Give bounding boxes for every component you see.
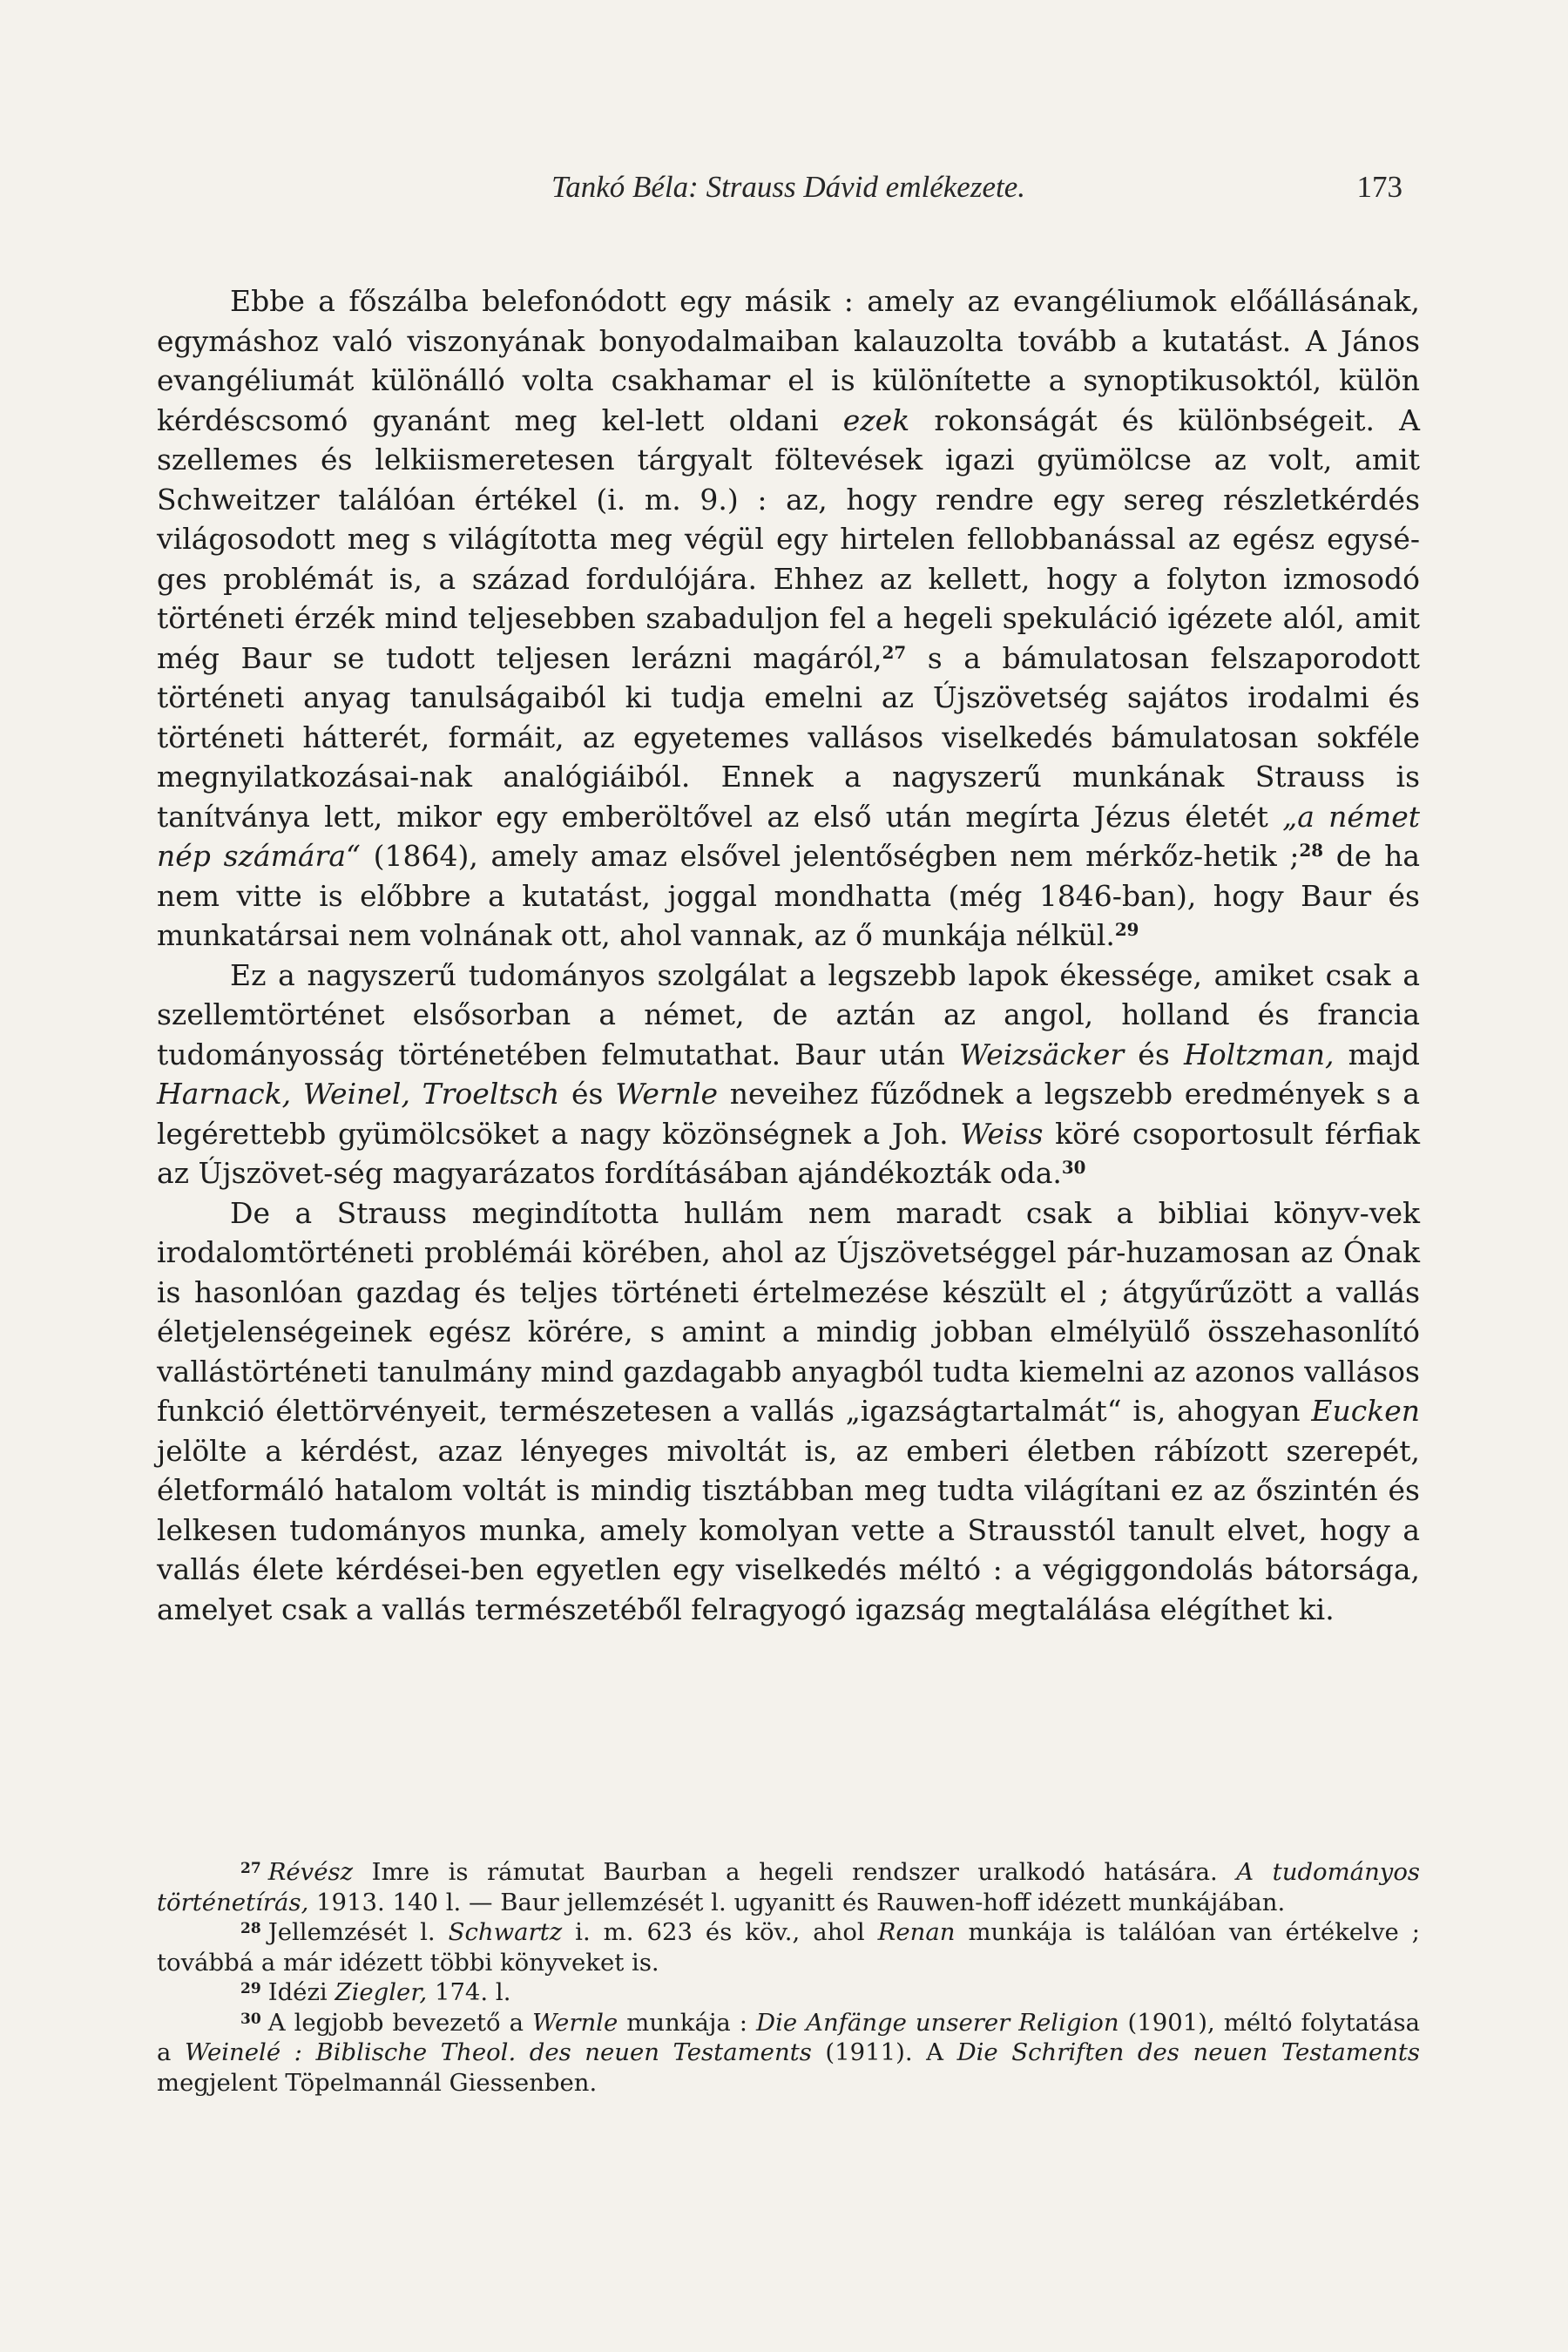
running-title: Tankó Béla: Strauss Dávid emlékezete. [551, 170, 1025, 204]
footnote-ref-30: 30 [1061, 1157, 1086, 1179]
footnote-ref-28: 28 [1299, 840, 1324, 862]
footnotes [157, 1857, 1420, 2098]
footnote-29: $^{29}$ Idézi Ziegler, 174. l. [240, 1978, 511, 2006]
footnote-30: $^{30}$ A legjobb bevezető a Wernle munkája : Die Anfänge unserer Religion (1901), méltó folytatása a Weinelé : Biblische Theol. des neuen Testaments (1911). A Die Schriften des neuen Testaments megjelent Töpelmannál Giessenben. [157, 2008, 1420, 2097]
paragraph-3: De a Strauss megindította hullám nem maradt csak a bibliai könyv-vek irodalomtörténeti problémái körében, ahol az Újszövetséggel pár-huzamosan az Ónak is hasonlóan gazdag és teljes történeti értelmezése készült el ; átgyűrűzött a vallás életjelenségeinek egész körére, s amint a mindig jobban elmélyülő összehasonlító vallástörténeti tanulmány mind gazdagabb anyagból tudta kiemelni az azonos vallásos funkció élettörvényeit, természetesen a vallás „igazságtartalmát“ is, ahogyan Eucken jelölte a kérdést, azaz lényeges mivoltát is, az emberi életben rábízott szerepét, életformáló hatalom voltát is mindig tisztábban meg tudta világítani ez az őszintén és lelkesen tudományos munka, amely komolyan vette a Strausstól tanult elvet, hogy a vallás élete kérdései-ben egyetlen egy viselkedés méltó : a végiggondolás bátorsága, amelyet csak a vallás természetéből felragyogó igazság megtalálása elégíthet ki. [157, 1195, 1420, 1626]
paragraph-2: Ez a nagyszerű tudományos szolgálat a legszebb lapok ékessége, amiket csak a szellemtörténet elsősorban a német, de aztán az angol, holland és francia tudományosság történetében felmutathat. Baur után Weizsäcker és Holtzman, majd Harnack, Weinel, Troeltsch és Wernle neveihez fűződnek a legszebb eredmények s a legérettebb gyümölcsöket a nagy közönségnek a Joh. Weiss köré csoportosult férfiak az Újszövet-ség magyarázatos fordításában ajándékozták oda.$^{30}$ [157, 957, 1421, 1190]
paragraph-1: Ebbe a főszálba belefonódott egy másik : amely az evangéliumok előállásának, egymáshoz való viszonyának bonyodalmaiban kalauzolta tovább a kutatást. A János evangéliumát különálló volta csakhamar el is különítette a synoptikusoktól, külön kérdéscsomó gyanánt meg kel-lett oldani ezek rokonságát és különbségeit. A szellemes és lelkiismeretesen tárgyalt föltevések igazi gyümölcse az volt, amit Schweitzer találóan értékel (i. m. 9.) : az, hogy rendre egy sereg részletkérdés világosodott meg s világította meg végül egy hirtelen fellobbanással az egész egysé-ges problémát is, a század fordulójára. Ehhez az kellett, hogy a folyton izmosodó történeti érzék mind teljesebben szabaduljon fel a hegeli spekuláció igézete alól, amit még Baur se tudott teljesen lerázni magáról,$^{27}$ s a bámulatosan felszaporodott történeti anyag tanulságaiból ki tudja emelni az Újszövetség sajátos irodalmi és történeti hátterét, formáit, az egyetemes vallásos viselkedés bámulatosan sokféle megnyilatkozásai-nak analógiáiból. Ennek a nagyszerű munkának Strauss is tanítványa lett, mikor egy emberöltővel az első után megírta Jézus életét „a német nép számára“ (1864), amely amaz elsővel jelentőségben nem mérkőz-hetik ;$^{28}$ de ha nem vitte is előbbre a kutatást, joggal mondhatta (még 1846-ban), hogy Baur és munkatársai nem volnának ott, ahol vannak, az ő munkája nélkül.$^{29}$ [157, 284, 1420, 952]
page-number: 173 [1356, 170, 1402, 204]
page-header [174, 170, 1402, 213]
footnote-27: $^{27}$ Révész Imre is rámutat Baurban a hegeli rendszer uralkodó hatására. A tudományos történetírás, 1913. 140 l. — Baur jellemzését l. ugyanitt és Rauwen-hoff idézett munkájában. [157, 1858, 1420, 1916]
footnote-ref-27: 27 [882, 641, 907, 663]
footnote-ref-29: 29 [1114, 919, 1139, 941]
footnote-28: $^{28}$ Jellemzését l. Schwartz i. m. 623 és köv., ahol Renan munkája is találóan van értékelve ; továbbá a már idézett többi könyveket is. [157, 1918, 1420, 1977]
body-text [157, 281, 1420, 1629]
